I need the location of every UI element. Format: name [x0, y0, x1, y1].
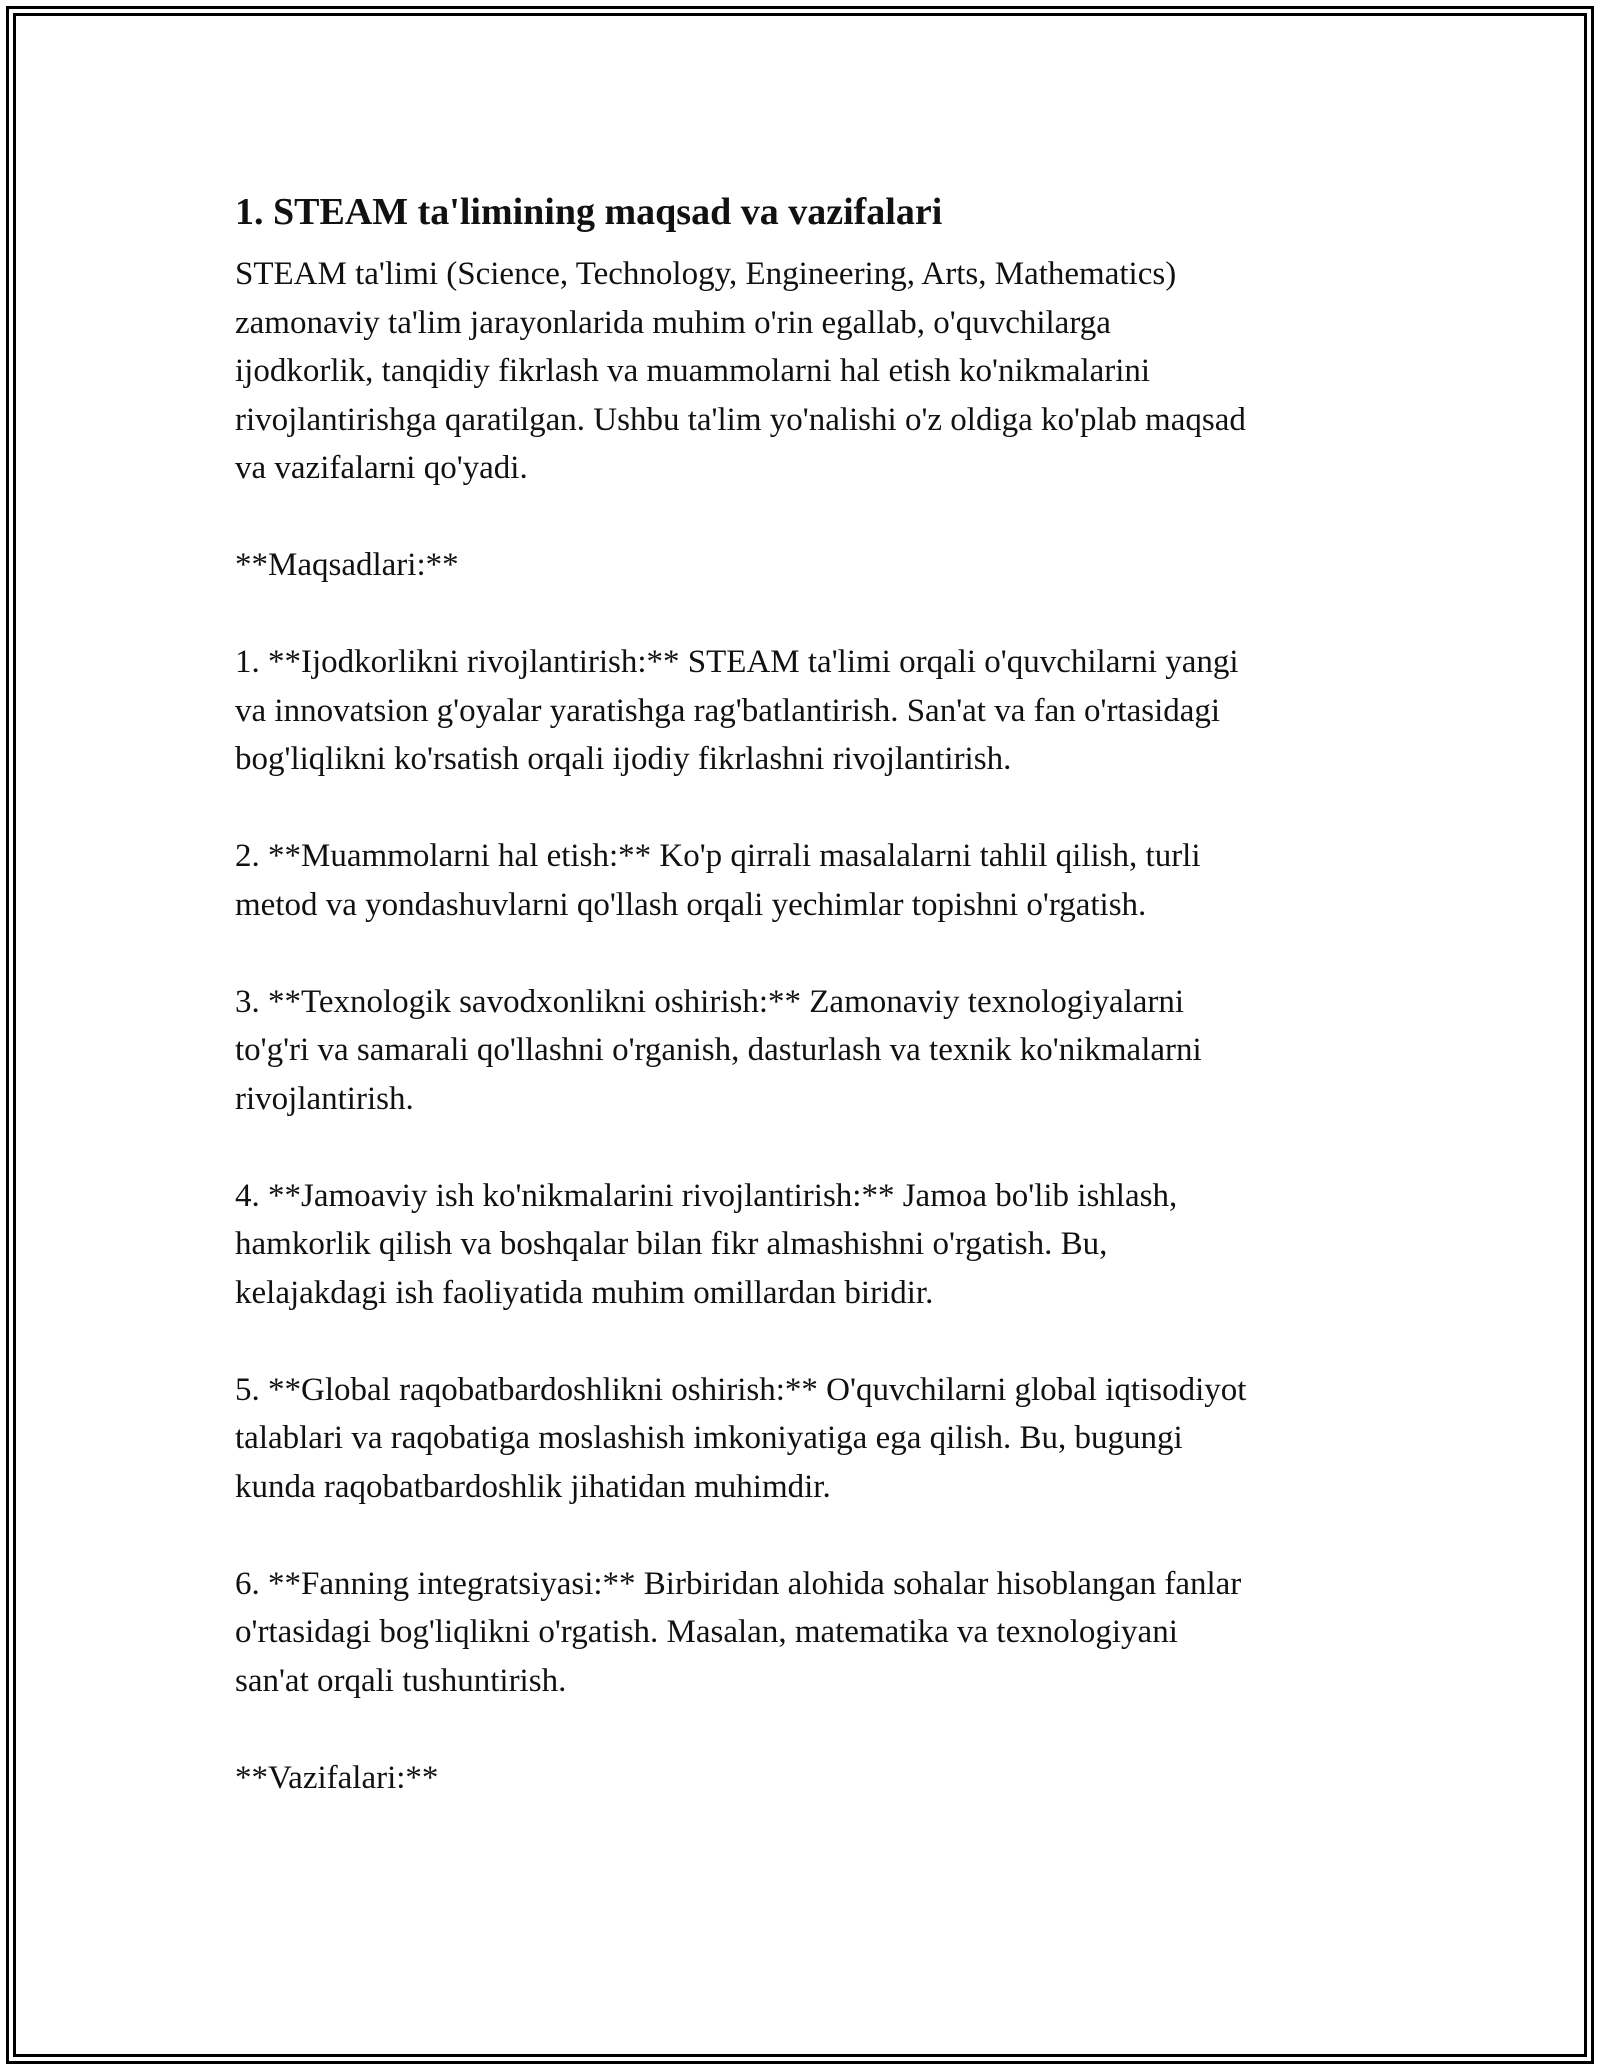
goal-line: 3. **Texnologik savodxonlikni oshirish:** Zamonaviy texnologiyalarni — [235, 983, 1185, 1020]
goal-line: 1. **Ijodkorlikni rivojlantirish:** STEAM ta'limi orqali o'quvchilarni yangi — [235, 644, 1239, 680]
intro-line: zamonaviy ta'lim jarayonlarida muhim o'rin egallab, o'quvchilarga — [235, 304, 1111, 341]
goal-line: kelajakdagi ish faoliyatida muhim omillardan biridir. — [235, 1274, 934, 1311]
goal-line: to'g'ri va samarali qo'llashni o'rganish, dasturlash va texnik ko'nikmalarni — [235, 1032, 1202, 1068]
document-body — [235, 184, 1365, 1802]
paragraph-gap — [235, 1511, 1365, 1560]
goal-line: va innovatsion g'oyalar yaratishga rag'batlantirish. San'at va fan o'rtasidagi — [235, 692, 1221, 729]
goal-line: 2. **Muammolarni hal etish:** Ko'p qirrali masalalarni tahlil qilish, turli — [235, 838, 1201, 874]
goal-line: 4. **Jamoaviy ish ko'nikmalarini rivojlantirish:** Jamoa bo'lib ishlash, — [235, 1177, 1178, 1214]
paragraph-gap — [235, 493, 1365, 542]
goal-line: kunda raqobatbardoshlik jihatidan muhimdir. — [235, 1468, 831, 1505]
goal-line: talablari va raqobatiga moslashish imkoniyatiga ega qilish. Bu, bugungi — [235, 1420, 1183, 1456]
goal-item-6 — [235, 1560, 1365, 1706]
section-heading: 1. STEAM ta'limining maqsad va vazifalari — [235, 191, 943, 233]
goal-line: 5. **Global raqobatbardoshlikni oshirish:** O'quvchilarni global iqtisodiyot — [235, 1371, 1247, 1408]
intro-paragraph — [235, 250, 1365, 493]
paragraph-gap — [235, 784, 1365, 833]
paragraph-gap — [235, 590, 1365, 639]
goal-item-3 — [235, 978, 1365, 1124]
goal-item-4 — [235, 1172, 1365, 1318]
goal-line: bog'liqlikni ko'rsatish orqali ijodiy fikrlashni rivojlantirish. — [235, 741, 1012, 777]
intro-line: rivojlantirishga qaratilgan. Ushbu ta'lim yo'nalishi o'z oldiga ko'plab maqsad — [235, 401, 1246, 438]
intro-line: va vazifalarni qo'yadi. — [235, 450, 528, 486]
goal-line: san'at orqali tushuntirish. — [235, 1662, 567, 1699]
intro-line: ijodkorlik, tanqidiy fikrlash va muammolarni hal etish ko'nikmalarini — [235, 353, 1151, 389]
goal-line: hamkorlik qilish va boshqalar bilan fikr almashishni o'rgatish. Bu, — [235, 1226, 1108, 1262]
goals-heading — [235, 541, 1365, 590]
paragraph-gap — [235, 929, 1365, 978]
goal-item-1 — [235, 638, 1365, 784]
goal-line: o'rtasidagi bog'liqlikni o'rgatish. Masalan, matematika va texnologiyani — [235, 1614, 1178, 1650]
goal-line: rivojlantirish. — [235, 1080, 414, 1117]
goal-line: 6. **Fanning integratsiyasi:** Birbiridan alohida sohalar hisoblangan fanlar — [235, 1565, 1242, 1602]
intro-line: STEAM ta'limi (Science, Technology, Engineering, Arts, Mathematics) — [235, 256, 1177, 292]
goal-item-5 — [235, 1366, 1365, 1512]
goal-line: metod va yondashuvlarni qo'llash orqali yechimlar topishni o'rgatish. — [235, 886, 1147, 923]
goals-heading-text: **Maqsadlari:** — [235, 547, 459, 583]
tasks-heading-text: **Vazifalari:** — [235, 1759, 439, 1796]
tasks-heading — [235, 1754, 1365, 1803]
paragraph-gap — [235, 1317, 1365, 1366]
paragraph-gap — [235, 1705, 1365, 1754]
paragraph-gap — [235, 1123, 1365, 1172]
goal-item-2 — [235, 832, 1365, 929]
